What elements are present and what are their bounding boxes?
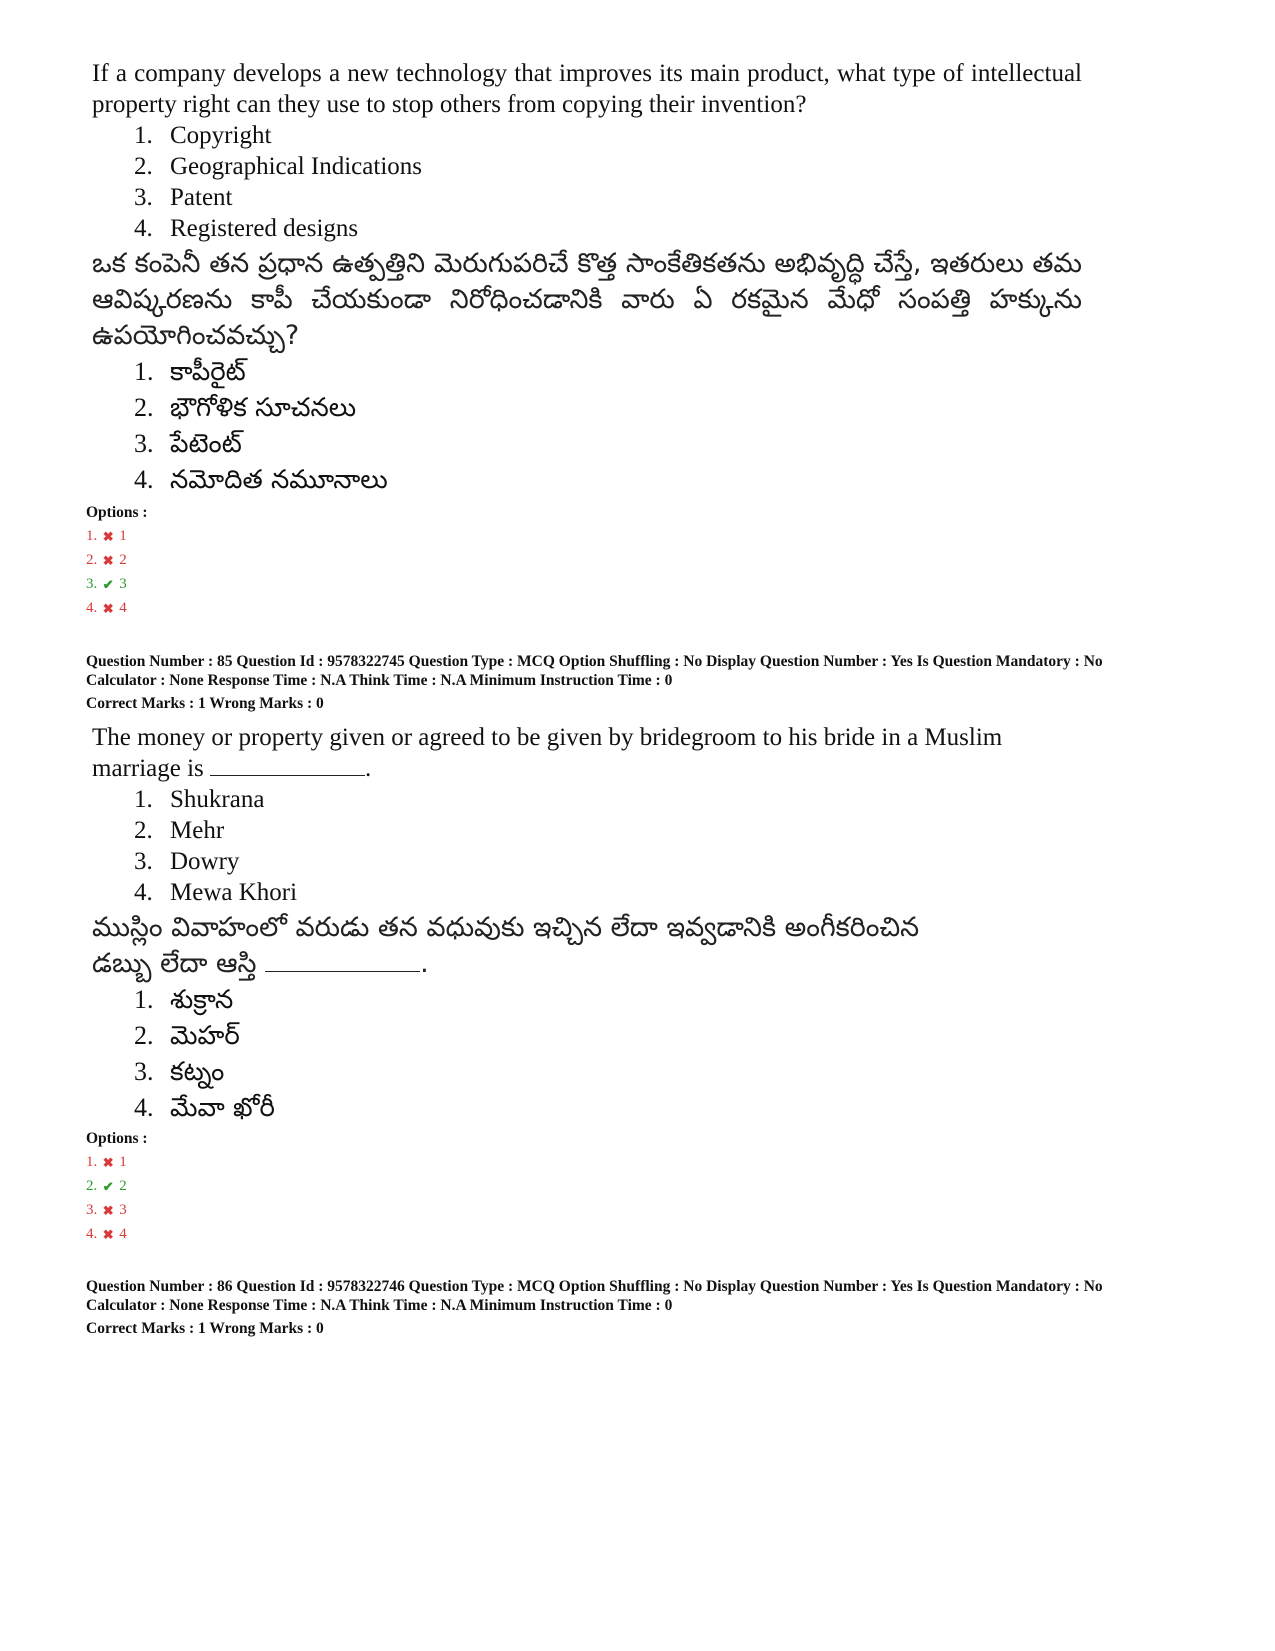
question-85-telugu-choices [92, 982, 1082, 1126]
check-icon: ✔ [102, 576, 114, 592]
question-86-meta-line: Calculator : None Response Time : N.A Think Time : N.A Minimum Instruction Time : 0 [86, 1297, 673, 1314]
option-row: 1. ✖ 1 [86, 528, 127, 544]
option-row-correct: 2. ✔ 2 [86, 1178, 127, 1194]
choice-item: 3. Patent [134, 184, 233, 211]
question-85-meta [86, 652, 1196, 713]
question-85-telugu-text-line1: ముస్లిం వివాహంలో వరుడు తన వధువుకు ఇచ్చిన లేదా ఇవ్వడానికి అంగీకరించిన [92, 912, 920, 943]
option-row: 1. ✖ 1 [86, 1154, 127, 1170]
cross-icon: ✖ [102, 528, 114, 544]
question-85-block [92, 722, 1082, 1126]
question-85-english-choices [92, 784, 1082, 908]
options-heading: Options : [86, 1130, 148, 1147]
option-row: 3. ✖ 3 [86, 1202, 127, 1218]
question-85-english-text-line2: marriage is . [92, 755, 372, 782]
choice-item: 1. Copyright [134, 122, 272, 149]
choice-item: 4. Registered designs [134, 215, 359, 242]
cross-icon: ✖ [102, 1154, 114, 1170]
question-84-telugu-choices [92, 354, 1082, 498]
cross-icon: ✖ [102, 1202, 114, 1218]
option-row: 4. ✖ 4 [86, 600, 127, 616]
choice-item: 2. Geographical Indications [134, 153, 422, 180]
options-heading: Options : [86, 504, 148, 521]
question-86-marks: Correct Marks : 1 Wrong Marks : 0 [86, 1320, 324, 1337]
option-row-correct: 3. ✔ 3 [86, 576, 127, 592]
answer-blank [265, 949, 420, 972]
choice-item: 2. Mehr [134, 817, 225, 844]
question-84-telugu-text: ఒక కంపెనీ తన ప్రధాన ఉత్పత్తిని మెరుగుపరిచే కొత్త సాంకేతికతను అభివృద్ధి చేస్తే, ఇతరులు తమ ఆవిష్కరణను కాపీ చేయకుండా నిరోధించడానికి వారు ఏ రకమైన మేధో సంపత్తి హక్కును ఉపయోగించవచ్చు? [92, 248, 1082, 351]
choice-item: 3. Dowry [134, 848, 240, 875]
option-row: 4. ✖ 4 [86, 1226, 127, 1242]
answer-blank [210, 753, 365, 776]
question-84-english-text: If a company develops a new technology that improves its main product, what type of intellectual property right can they use to stop others from copying their invention? [92, 60, 1082, 118]
question-84-english-choices [92, 120, 1082, 244]
choice-item: 1. శుక్రాన [134, 985, 234, 1015]
choice-item: 2. మెహర్ [134, 1021, 240, 1051]
choice-item: 1. కాపీరైట్ [134, 357, 246, 387]
choice-item: 4. Mewa Khori [134, 879, 298, 906]
choice-item: 2. భౌగోళిక సూచనలు [134, 393, 357, 423]
choice-item: 3. కట్నం [134, 1057, 225, 1087]
choice-item: 3. పేటెంట్ [134, 429, 242, 459]
question-86-meta-line: Question Number : 86 Question Id : 9578322746 Question Type : MCQ Option Shuffling : No Display Question Number : Yes Is Question Mandatory : No [86, 1278, 1103, 1295]
cross-icon: ✖ [102, 1226, 114, 1242]
cross-icon: ✖ [102, 552, 114, 568]
check-icon: ✔ [102, 1178, 114, 1194]
option-row: 2. ✖ 2 [86, 552, 127, 568]
question-85-telugu-text-line2: డబ్బు లేదా ఆస్తి . [92, 948, 429, 979]
choice-item: 1. Shukrana [134, 786, 265, 813]
choice-item: 4. మేవా ఖోరీ [134, 1093, 275, 1123]
question-84-block [92, 58, 1082, 498]
question-85-marks: Correct Marks : 1 Wrong Marks : 0 [86, 695, 324, 712]
cross-icon: ✖ [102, 600, 114, 616]
question-85-meta-line: Question Number : 85 Question Id : 9578322745 Question Type : MCQ Option Shuffling : No Display Question Number : Yes Is Question Mandatory : No [86, 653, 1103, 670]
choice-item: 4. నమోదిత నమూనాలు [134, 465, 388, 495]
question-85-meta-line: Calculator : None Response Time : N.A Think Time : N.A Minimum Instruction Time : 0 [86, 672, 673, 689]
question-86-meta [86, 1277, 1196, 1338]
question-85-english-text-line1: The money or property given or agreed to be given by bridegroom to his bride in a Muslim [92, 724, 1003, 751]
